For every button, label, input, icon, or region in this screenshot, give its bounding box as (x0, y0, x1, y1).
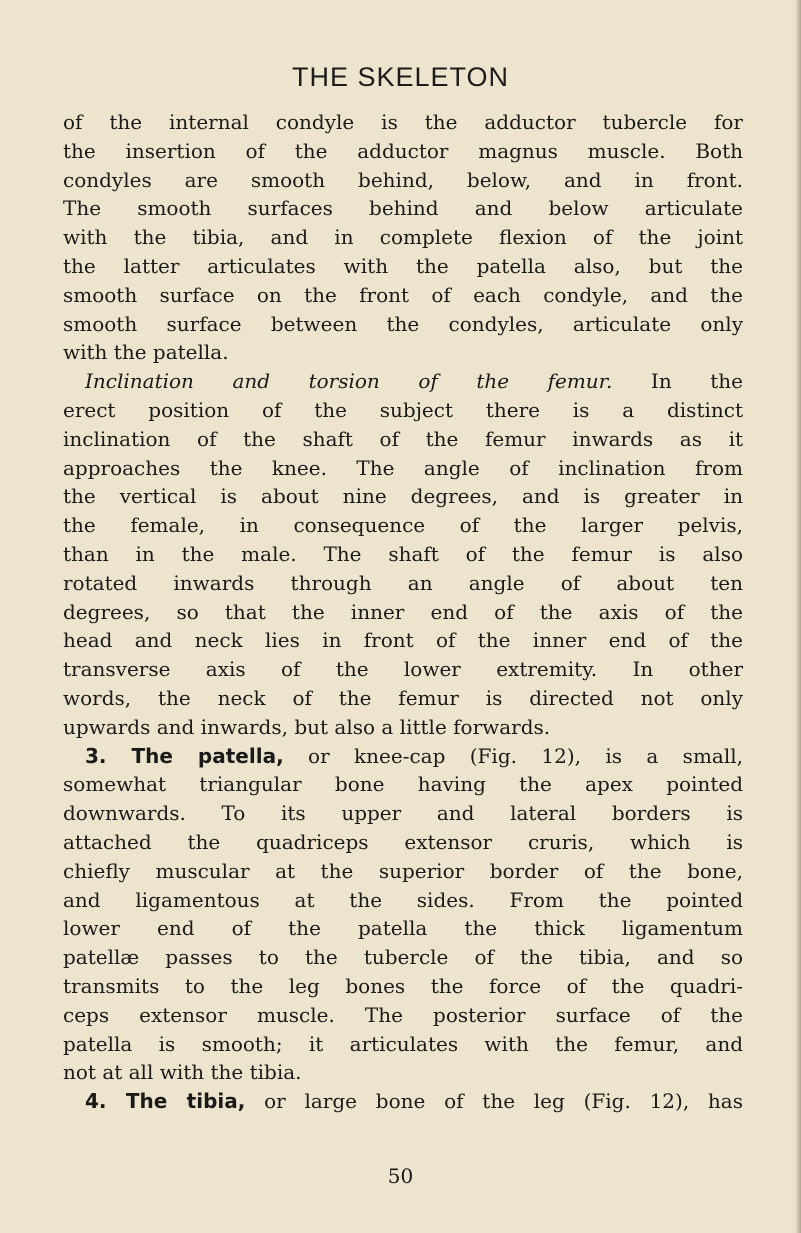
text-line: erect position of the subject there is a distinct (63, 397, 743, 422)
text-line: the female, in consequence of the larger pelvis, (63, 513, 743, 538)
section-heading-patella: 3. The patella, (85, 743, 284, 768)
section-heading-tibia: 4. The tibia, (85, 1089, 246, 1114)
text-line: with the tibia, and in complete flexion of the joint (63, 225, 743, 250)
text-line: transverse axis of the lower extremity. In other (63, 657, 743, 682)
text-line: smooth surface between the condyles, articulate only (63, 311, 743, 336)
text-line: ceps extensor muscle. The posterior surface of the (63, 1002, 743, 1027)
text-line: approaches the knee. The angle of inclination from (63, 455, 743, 480)
body-text (63, 108, 743, 1116)
text-run: or large bone of the leg (Fig. 12), has (245, 1089, 743, 1114)
text-line: lower end of the patella the thick ligamentum (63, 916, 743, 941)
text-line: somewhat triangular bone having the apex pointed (63, 772, 743, 797)
paragraph-heading-line (63, 742, 743, 771)
text-line: and ligamentous at the sides. From the pointed (63, 887, 743, 912)
text-line: than in the male. The shaft of the femur is also (63, 541, 743, 566)
text-line: of the internal condyle is the adductor tubercle for (63, 110, 743, 134)
text-line: words, the neck of the femur is directed not only (63, 685, 743, 710)
text-line: downwards. To its upper and lateral borders is (63, 801, 743, 826)
page-edge-shadow (795, 0, 801, 1233)
text-line: the insertion of the adductor magnus muscle. Both (63, 138, 743, 163)
text-line: with the patella. (63, 340, 229, 365)
text-line: rotated inwards through an angle of about ten (63, 570, 743, 595)
paragraph-heading-line (63, 1087, 743, 1116)
text-line: attached the quadriceps extensor cruris, which is (63, 829, 743, 854)
text-line: patellæ passes to the tubercle of the tibia, and so (63, 945, 743, 970)
text-line: chiefly muscular at the superior border of the bone, (63, 858, 743, 883)
running-head: THE SKELETON (291, 62, 510, 92)
text-line: not at all with the tibia. (63, 1060, 302, 1085)
text-line: the vertical is about nine degrees, and is greater in (63, 484, 743, 509)
text-run: In the (612, 369, 743, 394)
text-line: The smooth surfaces behind and below articulate (63, 196, 743, 221)
text-line: head and neck lies in front of the inner end of the (63, 628, 743, 653)
text-line: smooth surface on the front of each condyle, and the (63, 282, 743, 307)
text-line: the latter articulates with the patella also, but the (63, 253, 743, 278)
section-heading-inclination: Inclination and torsion of the femur. (85, 369, 613, 394)
text-line: transmits to the leg bones the force of the quadri- (63, 973, 743, 998)
text-run: or knee-cap (Fig. 12), is a small, (283, 743, 743, 768)
page-number: 50 (387, 1164, 414, 1188)
paragraph-heading-line (63, 367, 743, 396)
text-line: upwards and inwards, but also a little forwards. (63, 714, 551, 739)
text-line: patella is smooth; it articulates with the femur, and (63, 1031, 743, 1056)
text-line: condyles are smooth behind, below, and in front. (63, 167, 743, 192)
text-line: degrees, so that the inner end of the axis of the (63, 599, 743, 624)
text-line: inclination of the shaft of the femur inwards as it (63, 426, 743, 451)
